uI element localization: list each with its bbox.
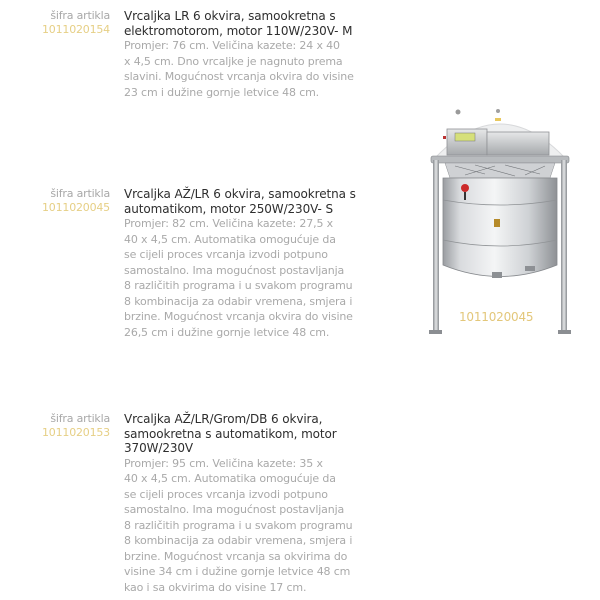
description-line: Promjer: 82 cm. Veličina kazete: 27,5 x <box>124 217 334 230</box>
product-code-column <box>30 9 110 37</box>
product-details <box>124 187 374 340</box>
product-code: 1011020153 <box>42 426 110 439</box>
title-line: 370W/230V <box>124 441 194 455</box>
description-line: slavini. Mogućnost vrcanja okvira do visine <box>124 70 354 83</box>
product-code: 1011020045 <box>42 201 110 214</box>
product-details <box>124 412 374 595</box>
description-line: 8 kombinacija za odabir vremena, smjera i <box>124 294 353 308</box>
product-description <box>124 216 374 340</box>
description-line: 40 x 4,5 cm. Automatika omogućuje da <box>124 232 336 246</box>
description-line: 8 kombinacija za odabir vremena, smjera i <box>124 534 353 547</box>
description-line: visine 34 cm i dužine gornje letvice 48 cm <box>124 565 351 578</box>
description-line: 8 različitih programa i u svakom programu <box>124 518 353 532</box>
product-title <box>124 412 374 456</box>
product-title <box>124 187 374 216</box>
description-line: 40 x 4,5 cm. Automatika omogućuje da <box>124 472 336 485</box>
product-details <box>124 9 374 100</box>
title-line: elektromotorom, motor 110W/230V- M <box>124 23 353 38</box>
title-line: Vrcaljka AŽ/LR/Grom/DB 6 okvira, <box>124 412 323 426</box>
description-line: samostalno. Ima mogućnost postavljanja <box>124 263 345 277</box>
product-description <box>124 456 374 596</box>
description-line: 8 različitih programa i u svakom programu <box>124 279 353 292</box>
product-description <box>124 38 374 100</box>
description-line: se cijeli proces vrcanja izvodi potpuno <box>124 487 328 501</box>
code-label: šifra artikla <box>50 187 110 200</box>
description-line: Promjer: 95 cm. Veličina kazete: 35 x <box>124 456 323 470</box>
product-code-column <box>30 187 110 215</box>
title-line: Vrcaljka LR 6 okvira, samookretna s <box>124 9 336 23</box>
description-line: kao i sa okvirima do visine 17 cm. <box>124 580 307 594</box>
description-line: 23 cm i dužine gornje letvice 48 cm. <box>124 85 320 99</box>
code-label: šifra artikla <box>50 412 110 425</box>
description-line: samostalno. Ima mogućnost postavljanja <box>124 503 345 516</box>
product-title <box>124 9 374 38</box>
description-line: brzine. Mogućnost vrcanja sa okvirima do <box>124 549 348 563</box>
code-label: šifra artikla <box>50 9 110 22</box>
image-caption-code: 1011020045 <box>459 310 534 324</box>
product-code: 1011020154 <box>42 23 110 36</box>
product-code-column <box>30 412 110 440</box>
title-line: Vrcaljka AŽ/LR 6 okvira, samookretna s <box>124 187 356 201</box>
title-line: samookretna s automatikom, motor <box>124 426 337 441</box>
description-line: brzine. Mogućnost vrcanja okvira do visine <box>124 310 353 323</box>
description-line: x 4,5 cm. Dno vrcaljke je nagnuto prema <box>124 54 343 68</box>
description-line: se cijeli proces vrcanja izvodi potpuno <box>124 248 328 261</box>
title-line: automatikom, motor 250W/230V- S <box>124 201 333 216</box>
honey-extractor-image <box>425 100 575 340</box>
description-line: 26,5 cm i dužine gornje letvice 48 cm. <box>124 325 330 339</box>
description-line: Promjer: 76 cm. Veličina kazete: 24 x 40 <box>124 39 340 52</box>
